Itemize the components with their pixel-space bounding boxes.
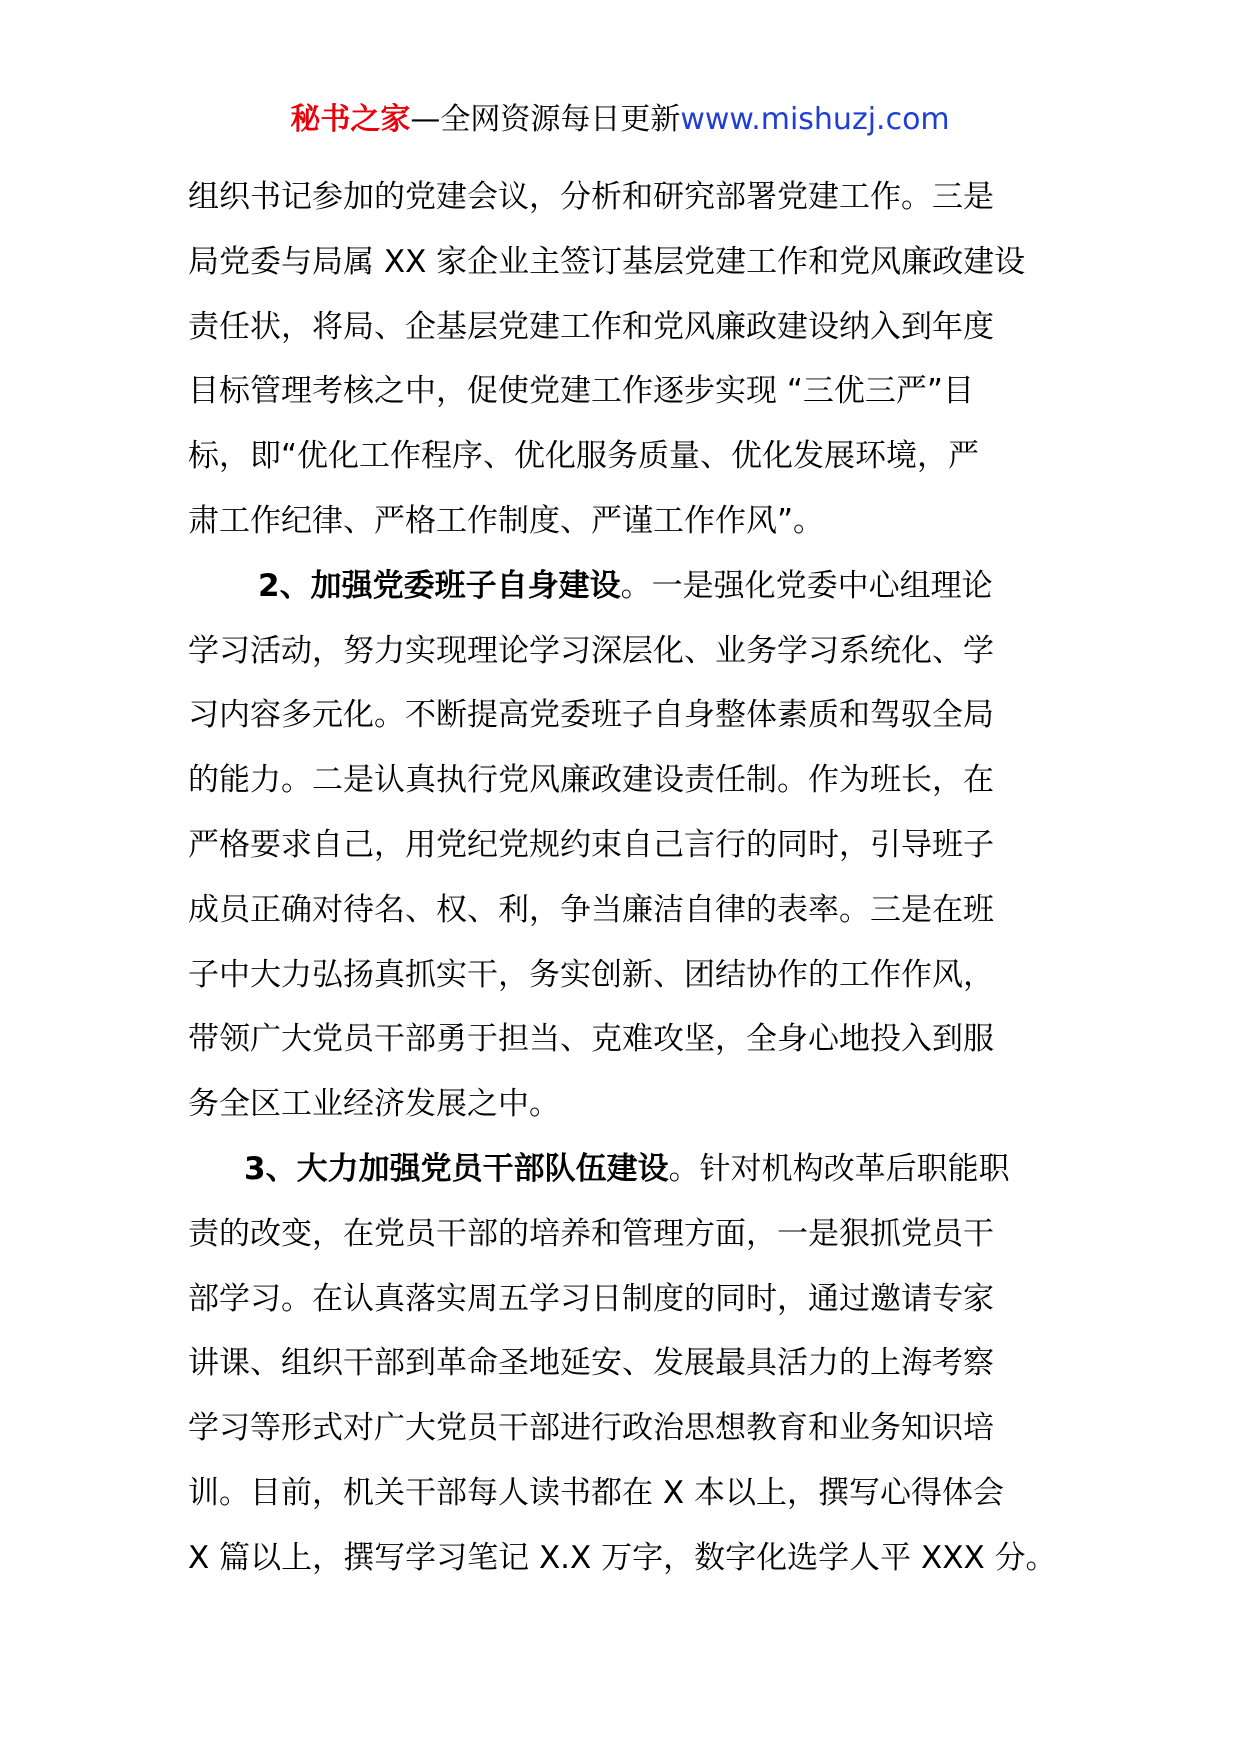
text-line: 部学习。在认真落实周五学习日制度的同时，通过邀请专家 [188, 1280, 994, 1317]
section-heading-3: 3、大力加强党员干部队伍建设 [244, 1150, 669, 1187]
text-line: 严格要求自己，用党纪党规约束自己言行的同时，引导班子 [188, 826, 994, 863]
text-line: 习内容多元化。不断提高党委班子自身整体素质和驾驭全局 [188, 697, 994, 734]
paragraph-3 [188, 1137, 1068, 1591]
text-line: 务全区工业经济发展之中。 [188, 1086, 560, 1123]
site-header [0, 100, 1240, 140]
text-line: 责任状，将局、企基层党建工作和党风廉政建设纳入到年度 [188, 308, 994, 345]
text-line: 目标管理考核之中，促使党建工作逐步实现 “三优三严”目 [188, 373, 974, 410]
paragraph-1 [188, 165, 1068, 554]
text-line: 组织书记参加的党建会议，分析和研究部署党建工作。三是 [188, 179, 994, 215]
brand-name: 秘书之家 [290, 102, 411, 137]
header-tagline: —全网资源每日更新 [410, 102, 681, 137]
section-heading-2: 2、加强党委班子自身建设 [258, 567, 621, 604]
text-line: 成员正确对待名、权、利，争当廉洁自律的表率。三是在班 [188, 891, 994, 928]
paragraph-3-first-line [188, 1137, 1068, 1202]
text-line: 讲课、组织干部到革命圣地延安、发展最具活力的上海考察 [188, 1345, 994, 1382]
text-line: 学习活动，努力实现理论学习深层化、业务学习系统化、学 [188, 632, 994, 669]
text-line: 训。目前，机关干部每人读书都在 X 本以上，撰写心得体会 [188, 1474, 1004, 1511]
text-line: 标，即“优化工作程序、优化服务质量、优化发展环境，严 [188, 438, 980, 475]
text-line: 责的改变，在党员干部的培养和管理方面，一是狠抓党员干 [188, 1215, 994, 1252]
text-line: 的能力。二是认真执行党风廉政建设责任制。作为班长，在 [188, 762, 994, 799]
paragraph-2 [188, 554, 1068, 1137]
text-run: 。针对机构改革后职能职 [668, 1150, 1010, 1187]
text-line: 子中大力弘扬真抓实干，务实创新、团结协作的工作作风， [188, 956, 994, 993]
text-line: 带领广大党员干部勇于担当、克难攻坚，全身心地投入到服 [188, 1021, 994, 1058]
text-line: 学习等形式对广大党员干部进行政治思想教育和业务知识培 [188, 1410, 994, 1447]
text-line: 肃工作纪律、严格工作制度、严谨工作作风”。 [188, 502, 825, 539]
paragraph-2-first-line [188, 554, 1068, 619]
document-body [188, 165, 1068, 1591]
text-line: 局党委与局属 XX 家企业主签订基层党建工作和党风廉政建设 [188, 243, 1026, 280]
site-url-link[interactable]: www.mishuzj.com [680, 102, 950, 137]
text-run: 。一是强化党委中心组理论 [620, 567, 993, 604]
text-line: X 篇以上，撰写学习笔记 X.X 万字，数字化选学人平 XXX 分。 [188, 1539, 1057, 1576]
